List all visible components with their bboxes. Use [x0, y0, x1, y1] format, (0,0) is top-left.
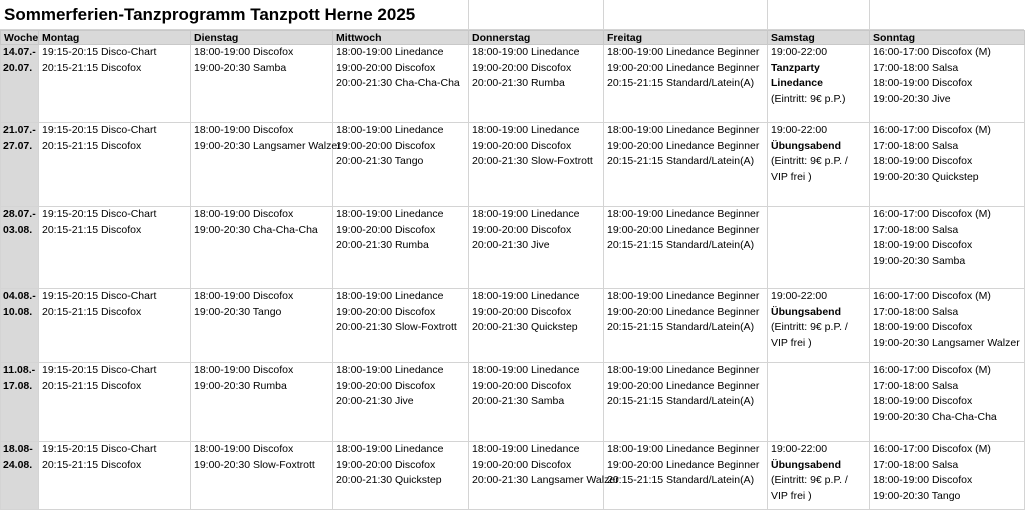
- schedule-entry: 19:00-20:00 Discofox: [336, 139, 436, 152]
- schedule-entry: 20:00-21:30 Quickstep: [472, 321, 578, 334]
- schedule-entry: 20:00-21:30 Rumba: [472, 77, 565, 90]
- schedule-entry: 19:00-20:00 Discofox: [336, 379, 436, 392]
- empty-cell[interactable]: [870, 0, 1024, 30]
- cell-montag[interactable]: [39, 45, 191, 123]
- week-date: 17.08.: [3, 379, 33, 392]
- week-date: 11.08.-: [3, 364, 36, 376]
- schedule-entry: 17:00-18:00 Salsa: [873, 139, 959, 152]
- table-row: [1, 207, 1025, 289]
- schedule-entry: 19:00-20:30 Samba: [873, 254, 966, 267]
- schedule-entry: 19:15-20:15 Disco-Chart: [42, 46, 157, 58]
- schedule-entry: 19:00-20:00 Discofox: [472, 61, 572, 74]
- header-row: [1, 31, 1025, 45]
- saturday-event: Übungsabend: [771, 458, 841, 471]
- schedule-entry: 19:00-20:00 Linedance Beginner: [607, 139, 760, 152]
- schedule-entry: 20:15-21:15 Discofox: [42, 379, 142, 392]
- schedule-entry: 18:00-19:00 Linedance Beginner: [607, 290, 760, 302]
- cell-donnerstag[interactable]: [469, 207, 604, 289]
- cell-dienstag[interactable]: [191, 363, 333, 442]
- saturday-note: (Eintritt: 9€ p.P.): [771, 92, 846, 105]
- schedule-entry: 20:00-21:30 Tango: [336, 155, 424, 168]
- cell-freitag[interactable]: [604, 363, 768, 442]
- schedule-entry: 18:00-19:00 Linedance: [336, 364, 444, 376]
- schedule-entry: 18:00-19:00 Discofox: [873, 395, 973, 408]
- schedule-entry: 18:00-19:00 Linedance: [472, 124, 580, 136]
- schedule-entry: 18:00-19:00 Linedance: [336, 443, 444, 455]
- cell-sonntag[interactable]: [870, 123, 1025, 207]
- table-row: [1, 442, 1025, 510]
- cell-dienstag[interactable]: [191, 289, 333, 363]
- schedule-entry: 20:15-21:15 Discofox: [42, 305, 142, 318]
- schedule-entry: 19:00-20:30 Langsamer Walzer: [873, 336, 1020, 349]
- schedule-entry: 18:00-19:00 Linedance: [472, 443, 580, 455]
- table-row: [1, 289, 1025, 363]
- table-row: [1, 123, 1025, 207]
- saturday-note: (Eintritt: 9€ p.P. / VIP frei ): [771, 155, 848, 183]
- saturday-time: 19:00-22:00: [771, 46, 828, 58]
- saturday-event: Übungsabend: [771, 139, 841, 152]
- empty-cell[interactable]: [469, 0, 604, 30]
- schedule-entry: 19:00-20:00 Discofox: [336, 223, 436, 236]
- cell-samstag[interactable]: [768, 207, 870, 289]
- cell-dienstag[interactable]: [191, 123, 341, 207]
- cell-sonntag[interactable]: [870, 207, 1025, 289]
- schedule-entry: 19:00-20:30 Cha-Cha-Cha: [873, 410, 997, 423]
- cell-sonntag[interactable]: [870, 363, 1025, 442]
- cell-montag[interactable]: [39, 123, 191, 207]
- saturday-event: Tanzparty Linedance: [771, 61, 823, 90]
- week-cell[interactable]: [1, 207, 39, 289]
- cell-samstag[interactable]: [768, 289, 870, 363]
- week-date: 03.08.: [3, 223, 33, 236]
- schedule-entry: 19:00-20:30 Tango: [873, 489, 961, 502]
- schedule-body: [1, 45, 1025, 510]
- schedule-entry: 18:00-19:00 Linedance: [336, 208, 444, 220]
- schedule-entry: 19:00-20:30 Slow-Foxtrott: [194, 458, 315, 471]
- cell-mittwoch[interactable]: [333, 442, 469, 510]
- schedule-entry: 20:00-21:30 Langsamer Walzer: [472, 474, 619, 487]
- schedule-entry: 19:00-20:00 Discofox: [472, 379, 572, 392]
- schedule-entry: 18:00-19:00 Linedance: [336, 124, 444, 136]
- header-woche[interactable]: Woche: [1, 31, 39, 45]
- schedule-entry: 20:15-21:15 Discofox: [42, 139, 142, 152]
- schedule-entry: 19:00-20:30 Langsamer Walzer: [194, 139, 341, 152]
- saturday-time: 19:00-22:00: [771, 124, 828, 136]
- schedule-entry: 19:00-20:00 Linedance Beginner: [607, 223, 760, 236]
- cell-sonntag[interactable]: [870, 45, 1025, 123]
- cell-donnerstag[interactable]: [469, 289, 604, 363]
- schedule-entry: 19:15-20:15 Disco-Chart: [42, 290, 157, 302]
- schedule-entry: 19:00-20:00 Discofox: [472, 139, 572, 152]
- schedule-entry: 19:00-20:00 Linedance Beginner: [607, 305, 760, 318]
- schedule-entry: 16:00-17:00 Discofox (M): [873, 290, 991, 302]
- schedule-entry: 20:00-21:30 Jive: [472, 239, 550, 252]
- schedule-entry: 19:00-20:30 Cha-Cha-Cha: [194, 223, 318, 236]
- cell-donnerstag[interactable]: [469, 123, 604, 207]
- cell-mittwoch[interactable]: [333, 363, 469, 442]
- cell-samstag[interactable]: [768, 123, 870, 207]
- schedule-entry: 18:00-19:00 Discofox: [873, 474, 973, 487]
- week-date: 10.08.: [3, 305, 33, 318]
- cell-dienstag[interactable]: [191, 45, 333, 123]
- schedule-entry: 19:00-20:00 Discofox: [336, 458, 436, 471]
- schedule-entry: 19:15-20:15 Disco-Chart: [42, 208, 157, 220]
- schedule-entry: 19:00-20:30 Quickstep: [873, 170, 979, 183]
- header-sonntag[interactable]: Sonntag: [870, 31, 1025, 45]
- schedule-entry: 18:00-19:00 Linedance Beginner: [607, 46, 760, 58]
- header-mittwoch[interactable]: Mittwoch: [333, 31, 469, 45]
- schedule-entry: 19:00-20:30 Samba: [194, 61, 287, 74]
- cell-donnerstag[interactable]: [469, 363, 604, 442]
- cell-dienstag[interactable]: [191, 442, 333, 510]
- week-cell[interactable]: [1, 289, 39, 363]
- schedule-entry: 20:15-21:15 Standard/Latein(A): [607, 239, 755, 252]
- schedule-entry: 18:00-19:00 Linedance Beginner: [607, 443, 760, 455]
- cell-sonntag[interactable]: [870, 289, 1025, 363]
- schedule-entry: 20:00-21:30 Quickstep: [336, 474, 442, 487]
- saturday-event: Übungsabend: [771, 305, 841, 318]
- week-cell[interactable]: [1, 442, 39, 510]
- schedule-entry: 20:15-21:15 Discofox: [42, 223, 142, 236]
- cell-mittwoch[interactable]: [333, 207, 469, 289]
- cell-samstag[interactable]: [768, 45, 870, 123]
- schedule-entry: 18:00-19:00 Linedance: [472, 46, 580, 58]
- header-samstag[interactable]: Samstag: [768, 31, 870, 45]
- schedule-entry: 19:00-20:00 Discofox: [336, 61, 436, 74]
- week-cell[interactable]: [1, 123, 39, 207]
- schedule-entry: 18:00-19:00 Discofox: [194, 208, 294, 220]
- schedule-entry: 20:00-21:30 Samba: [472, 395, 565, 408]
- schedule-entry: 20:15-21:15 Discofox: [42, 61, 142, 74]
- empty-cell[interactable]: [604, 0, 768, 30]
- week-date: 24.08.: [3, 458, 33, 471]
- schedule-entry: 18:00-19:00 Discofox: [194, 364, 294, 376]
- schedule-entry: 19:15-20:15 Disco-Chart: [42, 443, 157, 455]
- week-date: 21.07.-: [3, 124, 36, 136]
- schedule-entry: 19:00-20:00 Discofox: [472, 458, 572, 471]
- schedule-entry: 18:00-19:00 Linedance Beginner: [607, 208, 760, 220]
- schedule-entry: 20:15-21:15 Standard/Latein(A): [607, 474, 755, 487]
- schedule-entry: 17:00-18:00 Salsa: [873, 61, 959, 74]
- empty-cell[interactable]: [768, 0, 870, 30]
- table-row: [1, 363, 1025, 442]
- page-title[interactable]: Sommerferien-Tanzprogramm Tanzpott Herne 2025: [0, 0, 469, 30]
- schedule-entry: 17:00-18:00 Salsa: [873, 379, 959, 392]
- saturday-time: 19:00-22:00: [771, 290, 828, 302]
- cell-mittwoch[interactable]: [333, 45, 469, 123]
- schedule-entry: 18:00-19:00 Linedance: [336, 46, 444, 58]
- header-montag[interactable]: Montag: [39, 31, 191, 45]
- schedule-entry: 20:15-21:15 Standard/Latein(A): [607, 155, 755, 168]
- saturday-time: 19:00-22:00: [771, 443, 828, 455]
- schedule-entry: 20:00-21:30 Jive: [336, 395, 414, 408]
- schedule-entry: 18:00-19:00 Discofox: [873, 239, 973, 252]
- week-cell[interactable]: [1, 45, 39, 123]
- week-date: 18.08-: [3, 443, 33, 455]
- cell-mittwoch[interactable]: [333, 289, 469, 363]
- schedule-entry: 19:00-20:00 Linedance Beginner: [607, 379, 760, 392]
- schedule-entry: 19:15-20:15 Disco-Chart: [42, 124, 157, 136]
- schedule-entry: 20:15-21:15 Standard/Latein(A): [607, 395, 755, 408]
- cell-samstag[interactable]: [768, 442, 870, 510]
- schedule-entry: 16:00-17:00 Discofox (M): [873, 46, 991, 58]
- schedule-entry: 20:00-21:30 Slow-Foxtrott: [336, 321, 457, 334]
- title-row: [0, 0, 1024, 30]
- week-date: 28.07.-: [3, 208, 36, 220]
- cell-montag[interactable]: [39, 207, 191, 289]
- schedule-entry: 20:15-21:15 Discofox: [42, 458, 142, 471]
- schedule-entry: 18:00-19:00 Discofox: [873, 155, 973, 168]
- schedule-entry: 19:00-20:00 Linedance Beginner: [607, 458, 760, 471]
- week-date: 04.08.-: [3, 290, 36, 302]
- schedule-entry: 20:15-21:15 Standard/Latein(A): [607, 77, 755, 90]
- schedule-entry: 18:00-19:00 Linedance: [472, 290, 580, 302]
- schedule-table: [0, 30, 1025, 510]
- week-date: 20.07.: [3, 61, 33, 74]
- schedule-entry: 16:00-17:00 Discofox (M): [873, 443, 991, 455]
- saturday-note: (Eintritt: 9€ p.P. / VIP frei ): [771, 474, 848, 502]
- schedule-entry: 19:00-20:00 Linedance Beginner: [607, 61, 760, 74]
- schedule-entry: 20:00-21:30 Slow-Foxtrott: [472, 155, 593, 168]
- schedule-entry: 18:00-19:00 Discofox: [194, 124, 294, 136]
- schedule-entry: 17:00-18:00 Salsa: [873, 223, 959, 236]
- cell-montag[interactable]: [39, 442, 191, 510]
- cell-freitag[interactable]: [604, 45, 768, 123]
- cell-donnerstag[interactable]: [469, 442, 619, 510]
- cell-samstag[interactable]: [768, 363, 870, 442]
- cell-sonntag[interactable]: [870, 442, 1025, 510]
- schedule-entry: 16:00-17:00 Discofox (M): [873, 124, 991, 136]
- header-donnerstag[interactable]: Donnerstag: [469, 31, 604, 45]
- schedule-entry: 18:00-19:00 Discofox: [873, 321, 973, 334]
- cell-donnerstag[interactable]: [469, 45, 604, 123]
- schedule-entry: 19:15-20:15 Disco-Chart: [42, 364, 157, 376]
- schedule-entry: 18:00-19:00 Linedance Beginner: [607, 124, 760, 136]
- schedule-entry: 19:00-20:00 Discofox: [472, 223, 572, 236]
- week-date: 27.07.: [3, 139, 33, 152]
- table-row: [1, 45, 1025, 123]
- schedule-entry: 20:00-21:30 Rumba: [336, 239, 429, 252]
- schedule-entry: 18:00-19:00 Discofox: [194, 290, 294, 302]
- cell-montag[interactable]: [39, 363, 191, 442]
- schedule-entry: 18:00-19:00 Discofox: [873, 77, 973, 90]
- schedule-entry: 18:00-19:00 Discofox: [194, 46, 294, 58]
- cell-mittwoch[interactable]: [333, 123, 469, 207]
- cell-freitag[interactable]: [604, 442, 768, 510]
- schedule-entry: 20:00-21:30 Cha-Cha-Cha: [336, 77, 460, 90]
- header-freitag[interactable]: Freitag: [604, 31, 768, 45]
- schedule-entry: 18:00-19:00 Linedance Beginner: [607, 364, 760, 376]
- week-date: 14.07.-: [3, 46, 36, 58]
- schedule-entry: 16:00-17:00 Discofox (M): [873, 208, 991, 220]
- schedule-entry: 19:00-20:30 Rumba: [194, 379, 287, 392]
- saturday-note: (Eintritt: 9€ p.P. / VIP frei ): [771, 321, 848, 349]
- schedule-entry: 19:00-20:00 Discofox: [336, 305, 436, 318]
- schedule-entry: 17:00-18:00 Salsa: [873, 458, 959, 471]
- cell-freitag[interactable]: [604, 123, 768, 207]
- schedule-entry: 19:00-20:00 Discofox: [472, 305, 572, 318]
- schedule-entry: 19:00-20:30 Jive: [873, 92, 951, 105]
- schedule-entry: 16:00-17:00 Discofox (M): [873, 364, 991, 376]
- schedule-entry: 19:00-20:30 Tango: [194, 305, 282, 318]
- schedule-entry: 18:00-19:00 Discofox: [194, 443, 294, 455]
- cell-montag[interactable]: [39, 289, 191, 363]
- week-cell[interactable]: [1, 363, 39, 442]
- schedule-entry: 17:00-18:00 Salsa: [873, 305, 959, 318]
- cell-freitag[interactable]: [604, 207, 768, 289]
- schedule-entry: 18:00-19:00 Linedance: [472, 364, 580, 376]
- cell-dienstag[interactable]: [191, 207, 333, 289]
- schedule-entry: 20:15-21:15 Standard/Latein(A): [607, 321, 755, 334]
- cell-freitag[interactable]: [604, 289, 768, 363]
- header-dienstag[interactable]: Dienstag: [191, 31, 333, 45]
- schedule-entry: 18:00-19:00 Linedance: [336, 290, 444, 302]
- schedule-entry: 18:00-19:00 Linedance: [472, 208, 580, 220]
